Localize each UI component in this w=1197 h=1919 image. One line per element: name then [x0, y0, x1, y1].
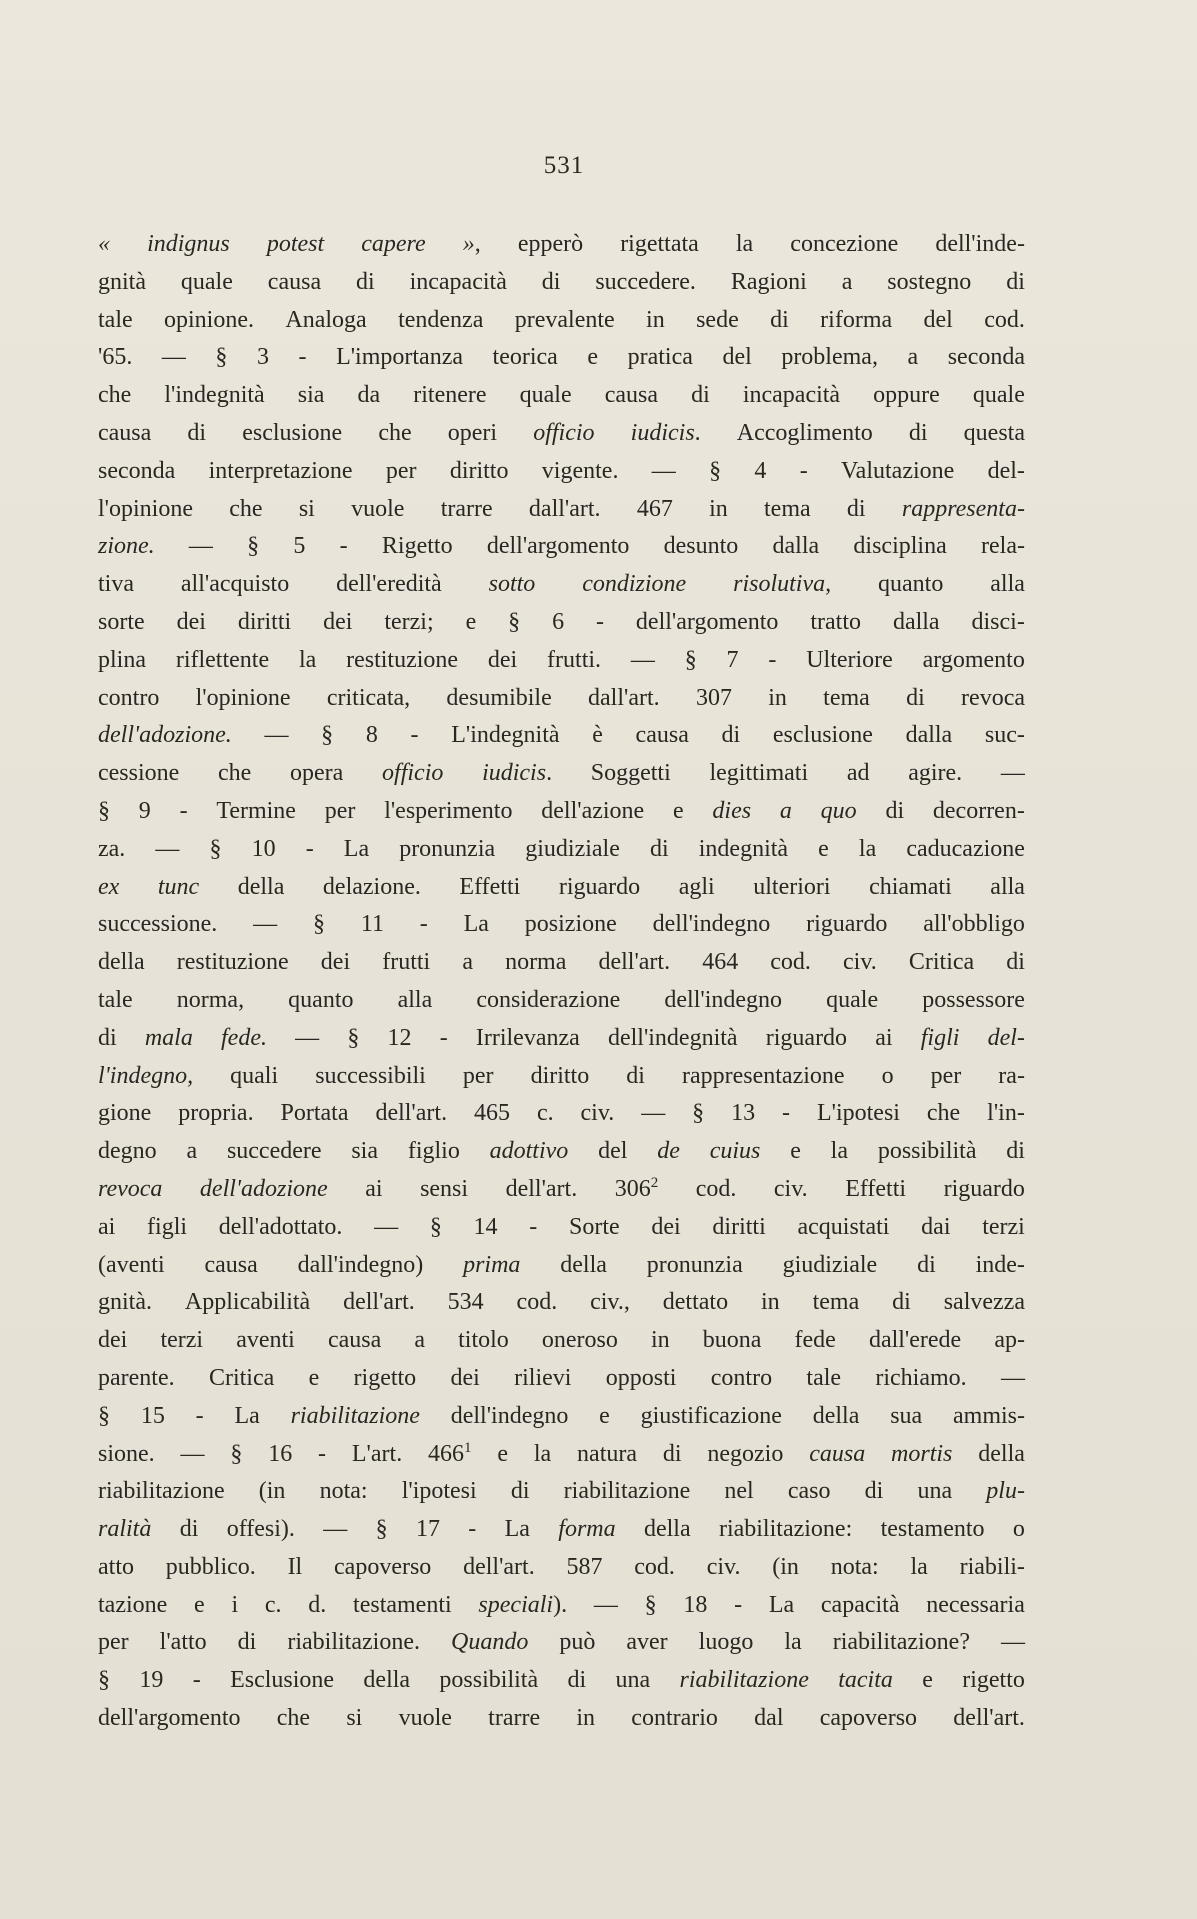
text-line: che l'indegnità sia da ritenere quale causa di incapacità oppure quale	[98, 382, 1025, 409]
text-line: parente. Critica e rigetto dei rilievi opposti contro tale richiamo. —	[98, 1364, 1025, 1391]
text-line: za. — § 10 - La pronunzia giudiziale di indegnità e la caducazione	[98, 835, 1025, 862]
body-text	[98, 226, 1025, 1738]
text-line: della restituzione dei frutti a norma dell'art. 464 cod. civ. Critica di	[98, 949, 1025, 976]
text-line: cessione che opera officio iudicis. Soggetti legittimati ad agire. —	[98, 760, 1025, 787]
text-line: gione propria. Portata dell'art. 465 c. civ. — § 13 - L'ipotesi che l'in-	[98, 1100, 1025, 1127]
text-line: causa di esclusione che operi officio iudicis. Accoglimento di questa	[98, 419, 1025, 446]
text-line: ex tunc della delazione. Effetti riguardo agli ulteriori chiamati alla	[98, 873, 1025, 900]
text-line: seconda interpretazione per diritto vigente. — § 4 - Valutazione del-	[98, 457, 1025, 484]
text-line: (aventi causa dall'indegno) prima della pronunzia giudiziale di inde-	[98, 1251, 1025, 1278]
text-line: dei terzi aventi causa a titolo oneroso in buona fede dall'erede ap-	[98, 1327, 1025, 1354]
text-line: « indignus potest capere », epperò rigettata la concezione dell'inde-	[98, 231, 1025, 257]
text-line: atto pubblico. Il capoverso dell'art. 587 cod. civ. (in nota: la riabili-	[98, 1553, 1025, 1580]
text-line: gnità quale causa di incapacità di succedere. Ragioni a sostegno di	[98, 268, 1025, 295]
text-line: tazione e i c. d. testamenti speciali). — § 18 - La capacità necessaria	[98, 1591, 1025, 1618]
text-line: l'indegno, quali successibili per diritto di rappresentazione o per ra-	[98, 1062, 1025, 1089]
text-line: '65. — § 3 - L'importanza teorica e pratica del problema, a seconda	[98, 344, 1025, 371]
text-line: l'opinione che si vuole trarre dall'art. 467 in tema di rappresenta-	[98, 495, 1025, 522]
text-line: § 9 - Termine per l'esperimento dell'azione e dies a quo di decorren-	[98, 797, 1025, 824]
text-line: § 19 - Esclusione della possibilità di una riabilitazione tacita e rigetto	[98, 1667, 1025, 1694]
text-line: revoca dell'adozione ai sensi dell'art. $306^2$ cod. civ. Effetti riguardo	[98, 1174, 1025, 1202]
text-line: degno a succedere sia figlio adottivo del de cuius e la possibilità di	[98, 1138, 1025, 1165]
text-line: tiva all'acquisto dell'eredità sotto condizione risolutiva, quanto alla	[98, 571, 1025, 598]
text-line: sione. — § 16 - L'art. $466^1$ e la natura di negozio causa mortis della	[98, 1439, 1025, 1467]
text-line: tale opinione. Analoga tendenza prevalente in sede di riforma del cod.	[98, 306, 1025, 333]
text-line: di mala fede. — § 12 - Irrilevanza dell'indegnità riguardo ai figli del-	[98, 1024, 1025, 1051]
text-line: contro l'opinione criticata, desumibile dall'art. 307 in tema di revoca	[98, 684, 1025, 711]
page-number: 531	[543, 152, 585, 179]
text-line: dell'adozione. — § 8 - L'indegnità è causa di esclusione dalla suc-	[98, 722, 1025, 749]
text-line: tale norma, quanto alla considerazione dell'indegno quale possessore	[98, 986, 1025, 1013]
text-line: ai figli dell'adottato. — § 14 - Sorte dei diritti acquistati dai terzi	[98, 1213, 1025, 1240]
text-line: § 15 - La riabilitazione dell'indegno e giustificazione della sua ammis-	[98, 1402, 1025, 1429]
text-line: per l'atto di riabilitazione. Quando può aver luogo la riabilitazione? —	[98, 1629, 1025, 1656]
text-line: ralità di offesi). — § 17 - La forma della riabilitazione: testamento o	[98, 1516, 1025, 1543]
text-line: successione. — § 11 - La posizione dell'indegno riguardo all'obbligo	[98, 911, 1025, 938]
text-line: sorte dei diritti dei terzi; e § 6 - dell'argomento tratto dalla disci-	[98, 608, 1025, 635]
text-line: zione. — § 5 - Rigetto dell'argomento desunto dalla disciplina rela-	[98, 533, 1025, 560]
text-line: riabilitazione (in nota: l'ipotesi di riabilitazione nel caso di una plu-	[98, 1478, 1025, 1505]
text-line: gnità. Applicabilità dell'art. 534 cod. civ., dettato in tema di salvezza	[98, 1289, 1025, 1316]
text-line: plina riflettente la restituzione dei frutti. — § 7 - Ulteriore argomento	[98, 646, 1025, 673]
text-line: dell'argomento che si vuole trarre in contrario dal capoverso dell'art.	[98, 1705, 1025, 1732]
